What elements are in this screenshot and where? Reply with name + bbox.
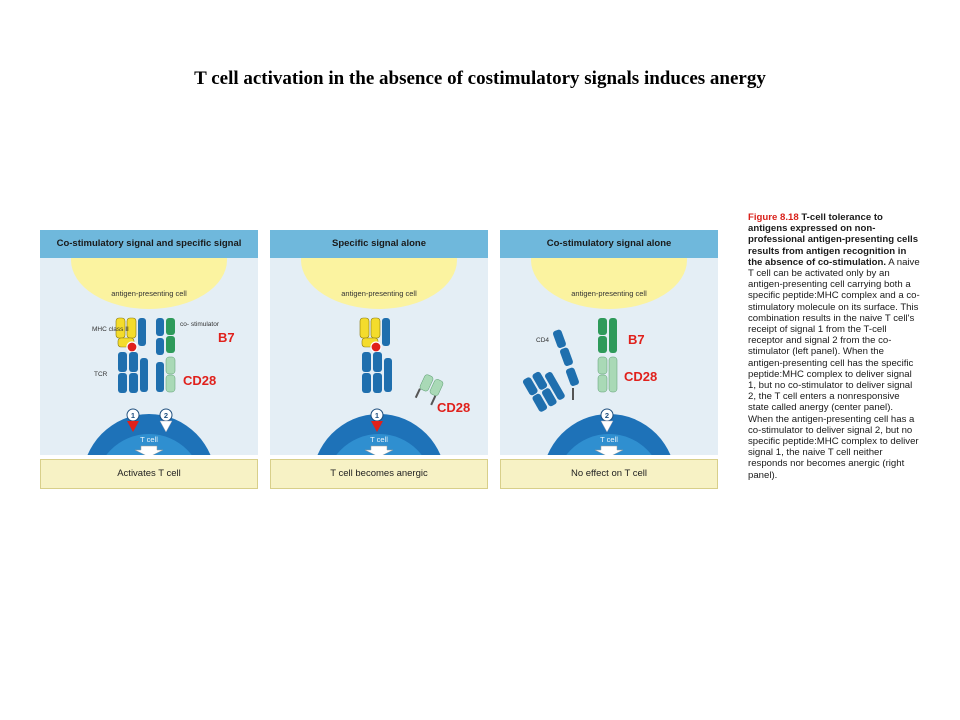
cd28-annotation-left: CD28	[183, 373, 217, 388]
signal-1-label: 1	[130, 411, 136, 420]
figure-number: Figure 8.18	[748, 212, 799, 223]
signal-1-label: 1	[374, 411, 380, 420]
costim-label: co- stimulator	[180, 321, 220, 328]
cd28-annotation-middle: CD28	[437, 400, 471, 415]
b7-costimulator	[156, 318, 175, 355]
figure-caption	[748, 212, 920, 481]
t-cell-label: T cell	[600, 435, 618, 444]
panel-footer: Activates T cell	[40, 459, 258, 489]
b7-costimulator	[598, 318, 617, 353]
apc-cell	[71, 258, 227, 309]
b7-annotation-left: B7	[218, 330, 235, 345]
panel-1-diagram	[40, 258, 258, 455]
tcr	[118, 352, 148, 393]
cd4-label: CD4	[536, 337, 550, 344]
apc-cell	[531, 258, 687, 309]
tcr	[522, 366, 566, 413]
b7-annotation-right: B7	[628, 332, 645, 347]
panel-footer: No effect on T cell	[500, 459, 718, 489]
tcr-label: TCR	[94, 371, 108, 378]
signal-2-label: 2	[604, 411, 610, 420]
apc-label: antigen-presenting cell	[111, 289, 187, 298]
apc-label: antigen-presenting cell	[341, 289, 417, 298]
tcr	[362, 352, 392, 393]
cd28-receptor	[156, 357, 175, 392]
t-cell-label: T cell	[370, 435, 388, 444]
figure-title: T-cell tolerance to antigens expressed on non-professional antigen-presenting cells results from antigen recognition in the absence of co-stimulation.	[748, 212, 919, 268]
panel-footer: T cell becomes anergic	[270, 459, 488, 489]
panel-specific-alone	[270, 230, 488, 489]
peptide-icon	[127, 342, 137, 352]
cd28-receptor	[598, 357, 617, 392]
peptide-icon	[371, 342, 381, 352]
signal-2-label: 2	[163, 411, 169, 420]
panel-header: Co-stimulatory signal and specific signal	[40, 230, 258, 258]
mhc-label: MHC class II	[92, 326, 129, 333]
panel-costim-and-specific	[40, 230, 258, 489]
panel-header: Specific signal alone	[270, 230, 488, 258]
panel-header: Co-stimulatory signal alone	[500, 230, 718, 258]
panel-2-diagram	[270, 258, 488, 455]
apc-label: antigen-presenting cell	[571, 289, 647, 298]
apc-cell	[301, 258, 457, 309]
panel-3-diagram	[500, 258, 718, 455]
t-cell-label: T cell	[140, 435, 158, 444]
panel-costim-alone	[500, 230, 718, 489]
figure-body: A naive T cell can be activated only by an antigen-presenting cell carrying both a specific peptide:MHC complex and a co-stimulatory molecule on its surface. This combination results in the naive T cell's receipt of signal 1 from the T-cell receptor and signal 2 from the co-stimulator (left panel). When the antigen-presenting cell has the specific peptide:MHC complex to deliver signal 1, but no co-stimulator to deliver signal 2, the T cell enters a nonresponsive state called anergy (center panel). When the antigen-presenting cell has a co-stimulator to deliver signal 2, but no specific peptide:MHC complex to deliver signal 1, the naive T cell neither responds nor becomes anergic (right panel).	[748, 256, 920, 481]
slide-title: T cell activation in the absence of costimulatory signals induces anergy	[194, 68, 766, 89]
cd28-annotation-right: CD28	[624, 369, 658, 384]
